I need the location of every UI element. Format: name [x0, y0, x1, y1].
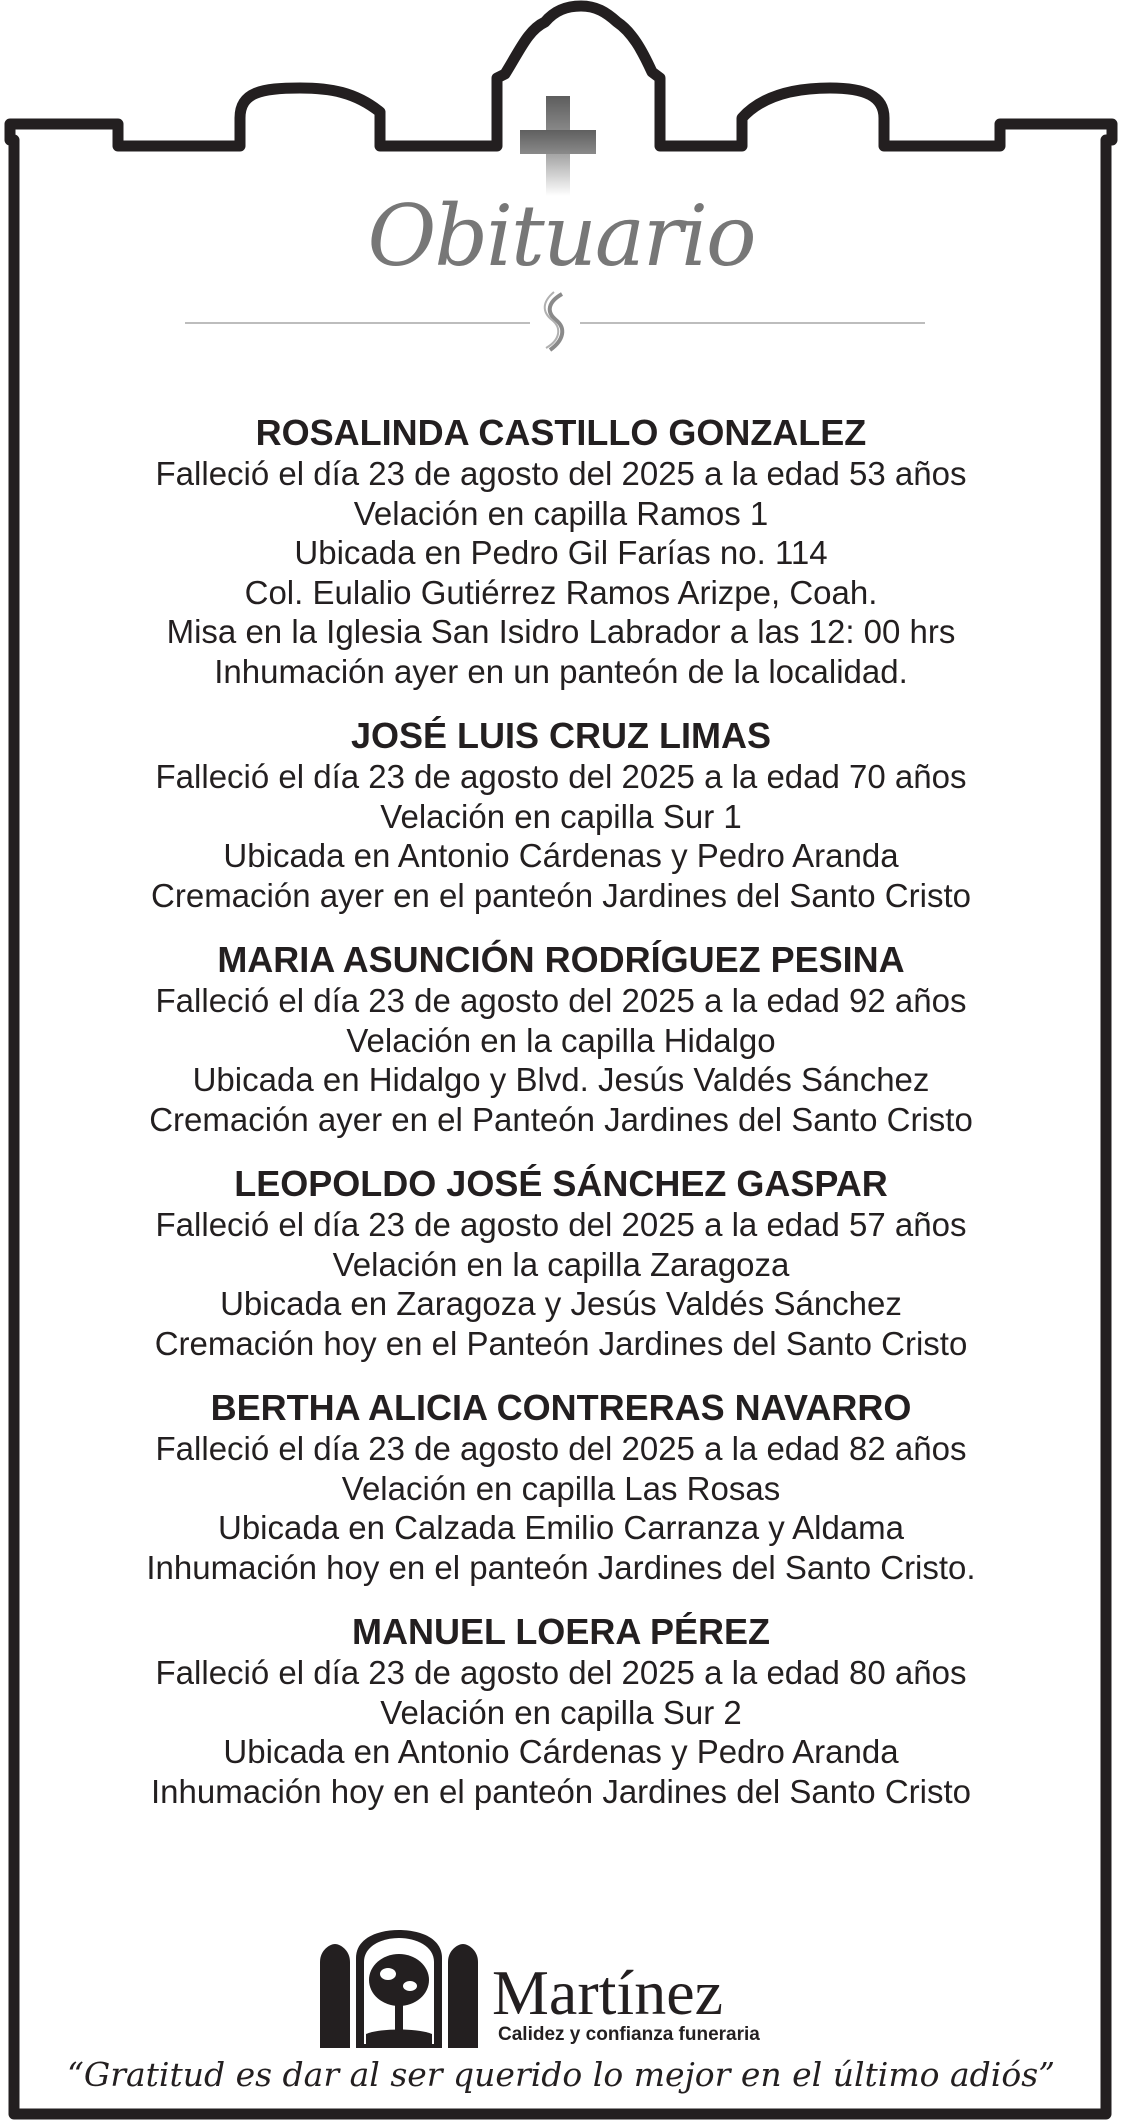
- obituary-detail: Ubicada en Hidalgo y Blvd. Jesús Valdés Sánchez: [192, 1061, 930, 1098]
- obituary-entry: [60, 1611, 1062, 1811]
- obituary-detail: Falleció el día 23 de agosto del 2025 a la edad 80 años: [155, 1654, 967, 1691]
- obituary-entry: [60, 939, 1062, 1139]
- funeral-home-logo: [318, 1928, 480, 2050]
- obituary-detail: Velación en la capilla Zaragoza: [332, 1245, 790, 1283]
- deceased-name: MANUEL LOERA PÉREZ: [351, 1611, 771, 1652]
- obituary-detail: Inhumación ayer en un panteón de la localidad.: [214, 652, 908, 690]
- obituary-detail: Falleció el día 23 de agosto del 2025 a la edad 82 años: [155, 1430, 967, 1467]
- obituary-detail: Ubicada en Pedro Gil Farías no. 114: [294, 534, 828, 571]
- obituary-detail: Col. Eulalio Gutiérrez Ramos Arizpe, Coah.: [244, 573, 878, 611]
- obituary-entry: [60, 1163, 1062, 1363]
- obituary-detail: Velación en capilla Sur 1: [380, 797, 742, 835]
- deceased-name: LEOPOLDO JOSÉ SÁNCHEZ GASPAR: [234, 1163, 888, 1204]
- obituary-detail: Inhumación hoy en el panteón Jardines del Santo Cristo: [150, 1772, 972, 1810]
- obituary-detail: Velación en capilla Ramos 1: [353, 494, 769, 532]
- obituary-detail: Velación en la capilla Hidalgo: [346, 1021, 776, 1059]
- motto: “Gratitud es dar al ser querido lo mejor en el último adiós”: [66, 2055, 1056, 2094]
- obituary-detail: Misa en la Iglesia San Isidro Labrador a las 12: 00 hrs: [166, 613, 956, 650]
- deceased-name: MARIA ASUNCIÓN RODRÍGUEZ PESINA: [217, 939, 905, 980]
- cross-icon: [520, 96, 596, 196]
- deceased-name: JOSÉ LUIS CRUZ LIMAS: [350, 715, 772, 756]
- obituary-detail: Ubicada en Antonio Cárdenas y Pedro Aranda: [223, 837, 899, 874]
- obituary-detail: Ubicada en Antonio Cárdenas y Pedro Aranda: [223, 1733, 899, 1770]
- deceased-name: ROSALINDA CASTILLO GONZALEZ: [255, 412, 867, 453]
- divider-right: [580, 322, 925, 324]
- obituary-entry: [60, 412, 1062, 691]
- obituary-entry: [60, 1387, 1062, 1587]
- obituary-entry: [60, 715, 1062, 915]
- deceased-name: BERTHA ALICIA CONTRERAS NAVARRO: [210, 1387, 912, 1428]
- obituary-detail: Cremación ayer en el panteón Jardines del Santo Cristo: [151, 876, 971, 914]
- divider-left: [185, 322, 530, 324]
- obituary-detail: Velación en capilla Sur 2: [380, 1693, 742, 1731]
- obituary-detail: Cremación hoy en el Panteón Jardines del Santo Cristo: [154, 1324, 968, 1362]
- obituary-list: [60, 412, 1062, 1835]
- obituary-detail: Falleció el día 23 de agosto del 2025 a la edad 70 años: [155, 758, 967, 795]
- obituary-detail: Inhumación hoy en el panteón Jardines del Santo Cristo.: [146, 1548, 976, 1586]
- obituary-detail: Velación en capilla Las Rosas: [341, 1469, 781, 1507]
- obituary-detail: Cremación ayer en el Panteón Jardines del Santo Cristo: [149, 1100, 973, 1138]
- obituary-detail: Falleció el día 23 de agosto del 2025 a la edad 57 años: [155, 1206, 967, 1243]
- flourish-ornament-icon: [536, 290, 576, 354]
- obituary-detail: Ubicada en Zaragoza y Jesús Valdés Sánchez: [220, 1285, 902, 1322]
- obituary-detail: Falleció el día 23 de agosto del 2025 a la edad 53 años: [155, 455, 967, 492]
- page-title: Obituario: [367, 187, 755, 285]
- brand-name: Martínez: [492, 1957, 723, 2028]
- obituary-detail: Ubicada en Calzada Emilio Carranza y Aldama: [217, 1509, 904, 1546]
- brand-tagline: Calidez y confianza funeraria: [498, 2024, 760, 2045]
- obituary-detail: Falleció el día 23 de agosto del 2025 a la edad 92 años: [155, 982, 967, 1019]
